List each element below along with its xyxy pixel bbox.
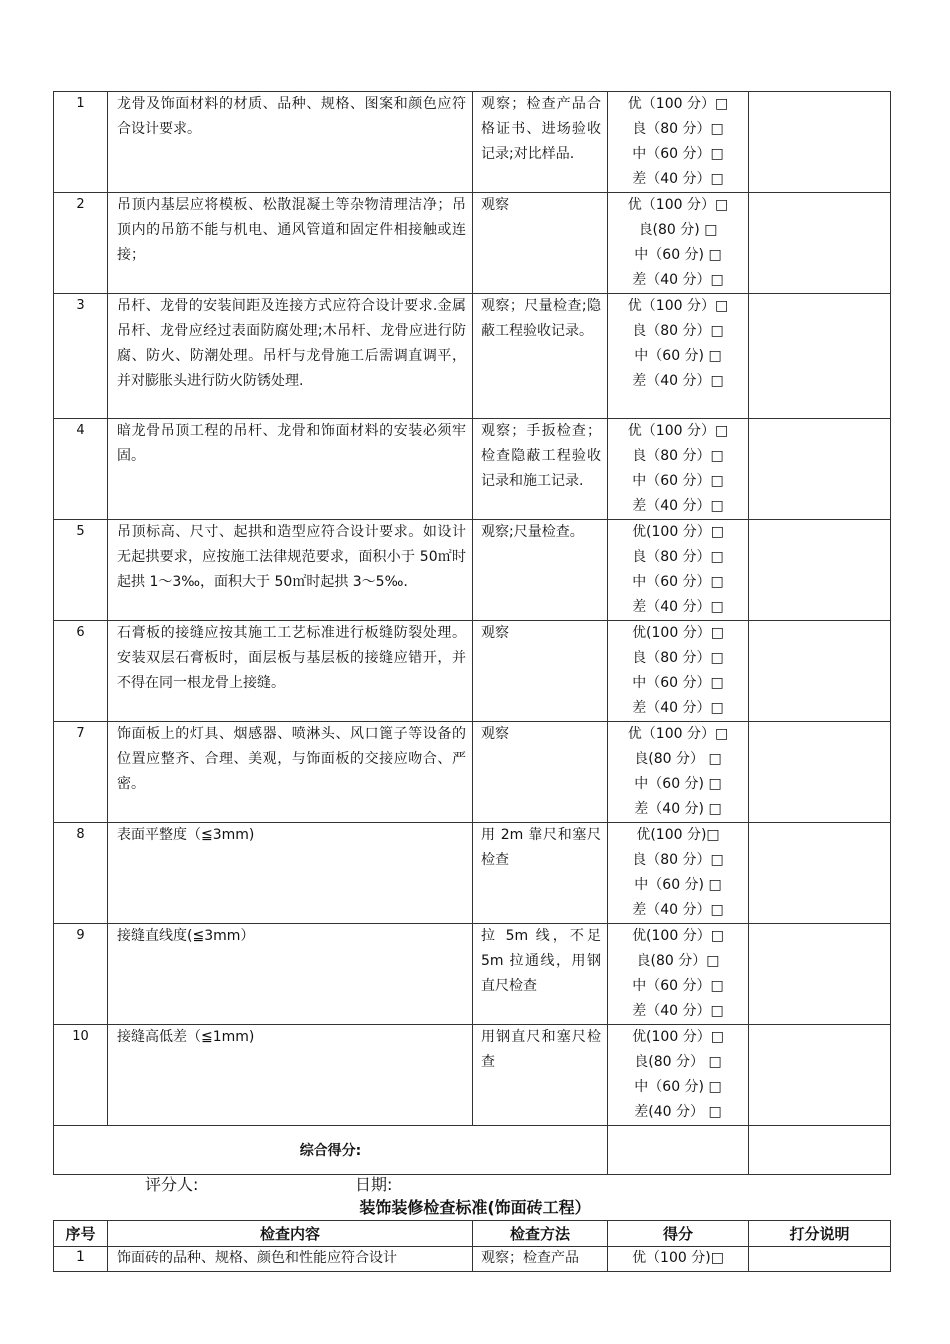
row-method: 观察；检查产品合格证书、进场验收记录;对比样品. <box>473 92 608 193</box>
score-option[interactable]: 中（60 分）□ <box>632 146 724 162</box>
row-note[interactable] <box>749 294 891 419</box>
row-number: 6 <box>54 621 108 722</box>
row-note[interactable] <box>749 924 891 1025</box>
score-options <box>608 419 749 520</box>
date-label: 日期: <box>355 1175 393 1194</box>
score-option[interactable]: 优（100 分)□ <box>608 1247 749 1272</box>
row-method: 观察 <box>473 722 608 823</box>
score-option[interactable]: 中（60 分) □ <box>634 877 722 893</box>
table-row <box>54 1247 891 1272</box>
table-row <box>54 823 891 924</box>
header-note: 打分说明 <box>749 1221 891 1247</box>
summary-label: 综合得分: <box>54 1126 608 1175</box>
score-option[interactable]: 良(80 分） □ <box>634 1054 722 1070</box>
score-option[interactable]: 差（40 分）□ <box>632 373 724 389</box>
row-note[interactable] <box>749 621 891 722</box>
score-options <box>608 520 749 621</box>
header-content: 检查内容 <box>108 1221 473 1247</box>
scorer-label: 评分人: <box>145 1175 199 1194</box>
score-option[interactable]: 中（60 分) □ <box>634 348 722 364</box>
score-option[interactable]: 良（80 分）□ <box>632 852 724 868</box>
score-options <box>608 722 749 823</box>
table-row <box>54 92 891 193</box>
row-note[interactable] <box>749 1247 891 1272</box>
summary-note-cell[interactable] <box>749 1126 891 1175</box>
table-row <box>54 924 891 1025</box>
score-option[interactable]: 中（60 分）□ <box>632 574 724 590</box>
score-options <box>608 294 749 419</box>
row-number: 2 <box>54 193 108 294</box>
header-row <box>54 1221 891 1247</box>
score-option[interactable]: 优(100 分）□ <box>632 625 724 641</box>
table-row <box>54 294 891 419</box>
row-content: 石膏板的接缝应按其施工工艺标准进行板缝防裂处理。安装双层石膏板时，面层板与基层板的接缝应错开，并不得在同一根龙骨上接缝。 <box>108 621 473 722</box>
row-content: 吊顶标高、尺寸、起拱和造型应符合设计要求。如设计无起拱要求，应按施工法律规范要求，面积小于 50㎡时起拱 1～3‰，面积大于 50㎡时起拱 3～5‰. <box>108 520 473 621</box>
row-note[interactable] <box>749 1025 891 1126</box>
score-option[interactable]: 优（100 分）□ <box>627 423 729 439</box>
score-option[interactable]: 中（60 分）□ <box>632 473 724 489</box>
row-note[interactable] <box>749 823 891 924</box>
signature-line <box>145 1172 393 1195</box>
inspection-table <box>53 91 891 1175</box>
row-method: 观察 <box>473 193 608 294</box>
score-option[interactable]: 差(40 分） □ <box>634 1104 722 1120</box>
score-options <box>608 924 749 1025</box>
score-option[interactable]: 优（100 分）□ <box>627 96 729 112</box>
row-content: 接缝直线度(≦3mm） <box>108 924 473 1025</box>
row-number: 1 <box>54 92 108 193</box>
score-option[interactable]: 良（80 分）□ <box>632 121 724 137</box>
row-number: 3 <box>54 294 108 419</box>
header-method: 检查方法 <box>473 1221 608 1247</box>
row-note[interactable] <box>749 193 891 294</box>
row-note[interactable] <box>749 419 891 520</box>
row-method: 观察;尺量检查。 <box>473 520 608 621</box>
table-row <box>54 193 891 294</box>
summary-score-cell[interactable] <box>608 1126 749 1175</box>
score-options <box>608 621 749 722</box>
score-option[interactable]: 优（100 分）□ <box>627 298 729 314</box>
score-option[interactable]: 良（80 分）□ <box>632 650 724 666</box>
score-option[interactable]: 差（40 分）□ <box>632 902 724 918</box>
score-option[interactable]: 中（60 分) □ <box>634 247 722 263</box>
row-content: 接缝高低差（≦1mm) <box>108 1025 473 1126</box>
row-number: 10 <box>54 1025 108 1126</box>
row-method: 用钢直尺和塞尺检查 <box>473 1025 608 1126</box>
row-method: 用 2m 靠尺和塞尺检查 <box>473 823 608 924</box>
inspection-table-body <box>54 92 891 1126</box>
summary-row <box>54 1126 891 1175</box>
score-option[interactable]: 差（40 分）□ <box>632 498 724 514</box>
row-content: 饰面砖的品种、规格、颜色和性能应符合设计 <box>108 1247 473 1272</box>
score-option[interactable]: 良(80 分）□ <box>636 953 720 969</box>
score-option[interactable]: 差（40 分）□ <box>632 171 724 187</box>
score-options <box>608 1025 749 1126</box>
header-score: 得分 <box>608 1221 749 1247</box>
row-number: 4 <box>54 419 108 520</box>
row-content: 暗龙骨吊顶工程的吊杆、龙骨和饰面材料的安装必须牢固。 <box>108 419 473 520</box>
score-option[interactable]: 良（80 分）□ <box>632 549 724 565</box>
row-content: 饰面板上的灯具、烟感器、喷淋头、风口篦子等设备的位置应整齐、合理、美观，与饰面板的交接应吻合、严密。 <box>108 722 473 823</box>
row-note[interactable] <box>749 520 891 621</box>
score-option[interactable]: 差（40 分) □ <box>634 801 722 817</box>
row-number: 7 <box>54 722 108 823</box>
row-content: 吊杆、龙骨的安装间距及连接方式应符合设计要求.金属吊杆、龙骨应经过表面防腐处理;木吊杆、龙骨应进行防腐、防火、防潮处理。吊杆与龙骨施工后需调直调平，并对膨胀头进行防火防锈处理. <box>108 294 473 419</box>
row-content: 龙骨及饰面材料的材质、品种、规格、图案和颜色应符合设计要求。 <box>108 92 473 193</box>
row-number: 5 <box>54 520 108 621</box>
table-row <box>54 520 891 621</box>
row-method: 拉 5m 线，不足 5m 拉通线，用钢直尺检查 <box>473 924 608 1025</box>
row-method: 观察 <box>473 621 608 722</box>
row-number: 8 <box>54 823 108 924</box>
score-option[interactable]: 优(100 分）□ <box>632 524 724 540</box>
score-options <box>608 823 749 924</box>
tile-inspection-table <box>53 1220 891 1272</box>
row-method: 观察；检查产品 <box>473 1247 608 1272</box>
section-title: 装饰装修检查标准(饰面砖工程） <box>359 1198 591 1217</box>
score-option[interactable]: 中（60 分) □ <box>634 1079 722 1095</box>
score-option[interactable]: 优（100 分）□ <box>627 197 729 213</box>
row-note[interactable] <box>749 722 891 823</box>
row-note[interactable] <box>749 92 891 193</box>
header-num: 序号 <box>54 1221 108 1247</box>
table-row <box>54 722 891 823</box>
score-options <box>608 92 749 193</box>
score-option[interactable]: 中（60 分）□ <box>632 978 724 994</box>
score-option[interactable]: 良（80 分）□ <box>632 323 724 339</box>
row-method: 观察；手扳检查；检查隐蔽工程验收记录和施工记录. <box>473 419 608 520</box>
table-row <box>54 419 891 520</box>
table-row <box>54 621 891 722</box>
score-option[interactable]: 优（100 分）□ <box>627 726 729 742</box>
row-content: 表面平整度（≦3mm) <box>108 823 473 924</box>
score-option[interactable]: 差（40 分）□ <box>632 599 724 615</box>
score-option[interactable]: 差（40 分）□ <box>632 1003 724 1019</box>
score-option[interactable]: 良(80 分) □ <box>638 222 718 238</box>
row-number: 9 <box>54 924 108 1025</box>
row-content: 吊顶内基层应将模板、松散混凝土等杂物清理洁净；吊顶内的吊筋不能与机电、通风管道和固定件相接触或连接； <box>108 193 473 294</box>
score-option[interactable]: 中（60 分) □ <box>634 776 722 792</box>
score-option[interactable]: 良(80 分） □ <box>634 751 722 767</box>
score-option[interactable]: 差（40 分）□ <box>632 272 724 288</box>
score-option[interactable]: 优(100 分）□ <box>632 928 724 944</box>
score-option[interactable]: 优(100 分)□ <box>636 827 720 843</box>
row-number: 1 <box>54 1247 108 1272</box>
score-options <box>608 193 749 294</box>
row-method: 观察；尺量检查;隐蔽工程验收记录。 <box>473 294 608 419</box>
score-option[interactable]: 优(100 分）□ <box>632 1029 724 1045</box>
score-option[interactable]: 中（60 分）□ <box>632 675 724 691</box>
table-row <box>54 1025 891 1126</box>
score-option[interactable]: 差（40 分）□ <box>632 700 724 716</box>
score-option[interactable]: 良（80 分）□ <box>632 448 724 464</box>
